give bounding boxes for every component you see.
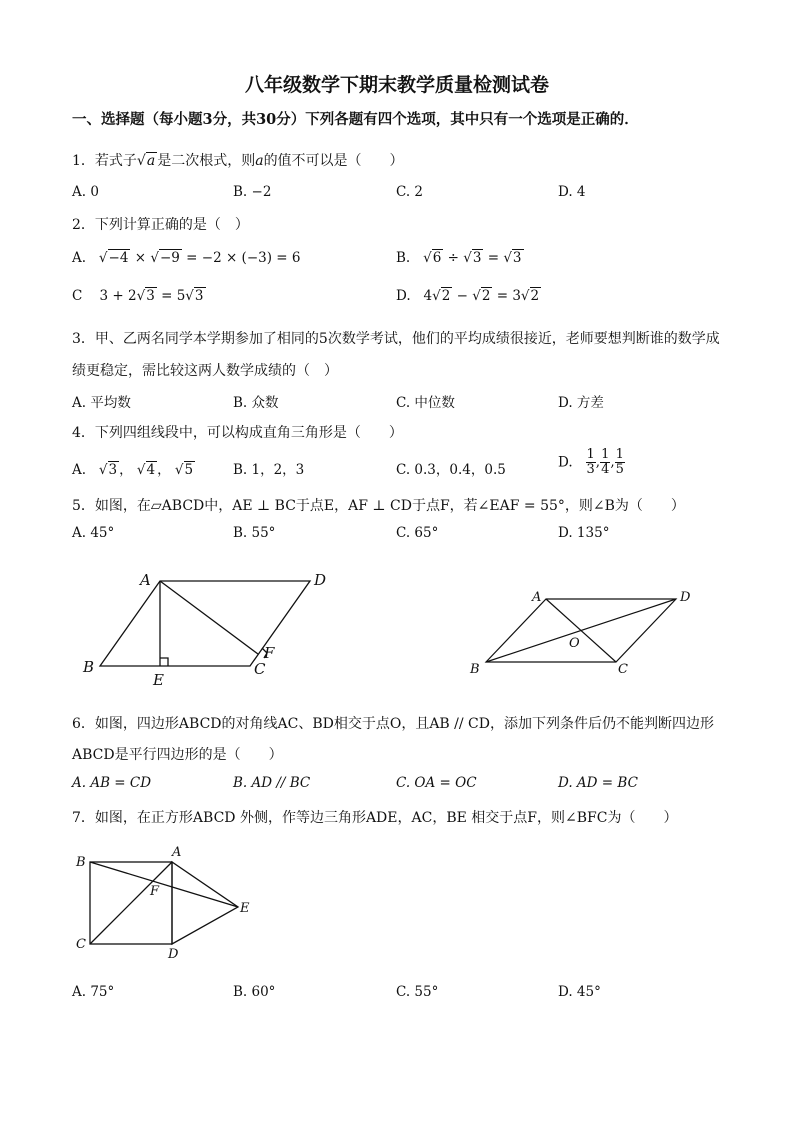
figure-q7-square-triangle	[70, 840, 260, 965]
label-c: C	[254, 660, 266, 678]
q5-option-a[interactable]: A. 45°	[72, 525, 115, 541]
label-a: A	[172, 845, 182, 860]
q4-option-b[interactable]: B. 1，2，3	[233, 462, 305, 478]
q7-option-b[interactable]: B. 60°	[233, 984, 276, 1000]
q4-option-d[interactable]: D. $\frac{1}{3}$ , $\frac{1}{4}$ , $\frac{1}{5}$	[558, 447, 624, 477]
q2-option-c[interactable]: C 3 + 2√3 = 5√3	[72, 288, 204, 304]
q1-option-b[interactable]: B. −2	[233, 184, 272, 200]
label-c: C	[76, 937, 86, 952]
q3-option-c[interactable]: C. 中位数	[396, 395, 455, 411]
q1-option-a[interactable]: A. 0	[72, 184, 99, 200]
parallelogram-abcd	[100, 581, 310, 666]
figure-q6-parallelogram	[462, 585, 702, 681]
q2-option-b[interactable]: B. √6 ÷ √3 = √3	[396, 250, 522, 266]
q2-option-a[interactable]: A. √−4 × √−9 = −2 × (−3) = 6	[72, 250, 301, 266]
question-6-line1: 6．如图，四边形ABCD的对角线AC、BD相交于点O，且AB // CD，添加下列条件后仍不能判断四边形	[72, 716, 714, 732]
question-6-line2: ABCD是平行四边形的是（ ）	[72, 747, 283, 763]
q5-option-b[interactable]: B. 55°	[233, 525, 276, 541]
q6-option-c[interactable]: C. OA = OC	[396, 775, 477, 791]
q3-option-d[interactable]: D. 方差	[558, 395, 604, 411]
q7-option-c[interactable]: C. 55°	[396, 984, 439, 1000]
question-3-line2: 绩更稳定，需比较这两人数学成绩的（ ）	[72, 363, 338, 379]
q5-option-c[interactable]: C. 65°	[396, 525, 439, 541]
question-5: 5．如图，在▱ABCD中，AE ⊥ BC于点E，AF ⊥ CD于点F，若∠EAF = 55°，则∠B为（ ）	[72, 498, 685, 514]
question-7: 7．如图，在正方形ABCD 外侧，作等边三角形ADE，AC，BE 相交于点F，则∠BFC为（ ）	[72, 810, 678, 826]
q7-option-d[interactable]: D. 45°	[558, 984, 601, 1000]
q5-option-d[interactable]: D. 135°	[558, 525, 610, 541]
label-c: C	[618, 662, 628, 677]
q4-option-c[interactable]: C. 0.3，0.4，0.5	[396, 462, 506, 478]
label-b: B	[83, 658, 95, 676]
sqrt-a: √a	[136, 153, 156, 169]
q1-var: a	[255, 153, 264, 169]
label-e: E	[240, 901, 250, 916]
label-e: E	[153, 671, 164, 689]
label-o: O	[569, 636, 580, 651]
section-heading: 一、选择题（每小题3分，共30分）下列各题有四个选项，其中只有一个选项是正确的．	[72, 111, 639, 128]
q3-option-a[interactable]: A. 平均数	[72, 395, 131, 411]
label-b: B	[470, 662, 480, 677]
segment-af	[160, 581, 258, 654]
q7-option-a[interactable]: A. 75°	[72, 984, 115, 1000]
page-title: 八年级数学下期末教学质量检测试卷	[244, 74, 549, 96]
label-d: D	[680, 590, 691, 605]
label-b: B	[76, 855, 86, 870]
label-d: D	[314, 571, 327, 589]
q4-option-a[interactable]: A. √3 ， √4 ， √5	[72, 462, 194, 478]
q1-option-c[interactable]: C. 2	[396, 184, 424, 200]
q1-option-d[interactable]: D. 4	[558, 184, 586, 200]
q1-mid: 是二次根式，则	[157, 153, 256, 169]
q1-suffix: 的值不可以是（ ）	[263, 153, 404, 169]
diagonal-bd	[486, 599, 676, 662]
label-d: D	[168, 947, 179, 962]
figure-q5-parallelogram	[78, 568, 338, 692]
segment-be	[90, 862, 238, 907]
triangle-ade	[172, 862, 238, 944]
label-f: F	[150, 884, 160, 899]
label-a: A	[532, 590, 542, 605]
q6-option-b[interactable]: B. AD // BC	[233, 775, 311, 791]
question-4: 4．下列四组线段中，可以构成直角三角形是（ ）	[72, 425, 403, 441]
question-3-line1: 3．甲、乙两名同学本学期参加了相同的5次数学考试，他们的平均成绩很接近，老师要想判断谁的数学成	[72, 331, 720, 347]
question-2: 2．下列计算正确的是（ ）	[72, 217, 249, 233]
q1-prefix: 1．若式子	[72, 153, 137, 169]
right-angle-e	[160, 658, 168, 666]
q6-option-d[interactable]: D. AD = BC	[558, 775, 638, 791]
question-1	[72, 150, 404, 170]
label-a: A	[140, 571, 151, 589]
q2-option-d[interactable]: D. 4√2 − √2 = 3√2	[396, 288, 540, 304]
q3-option-b[interactable]: B. 众数	[233, 395, 279, 411]
label-f: F	[264, 644, 275, 662]
q6-option-a[interactable]: A. AB = CD	[72, 775, 152, 791]
